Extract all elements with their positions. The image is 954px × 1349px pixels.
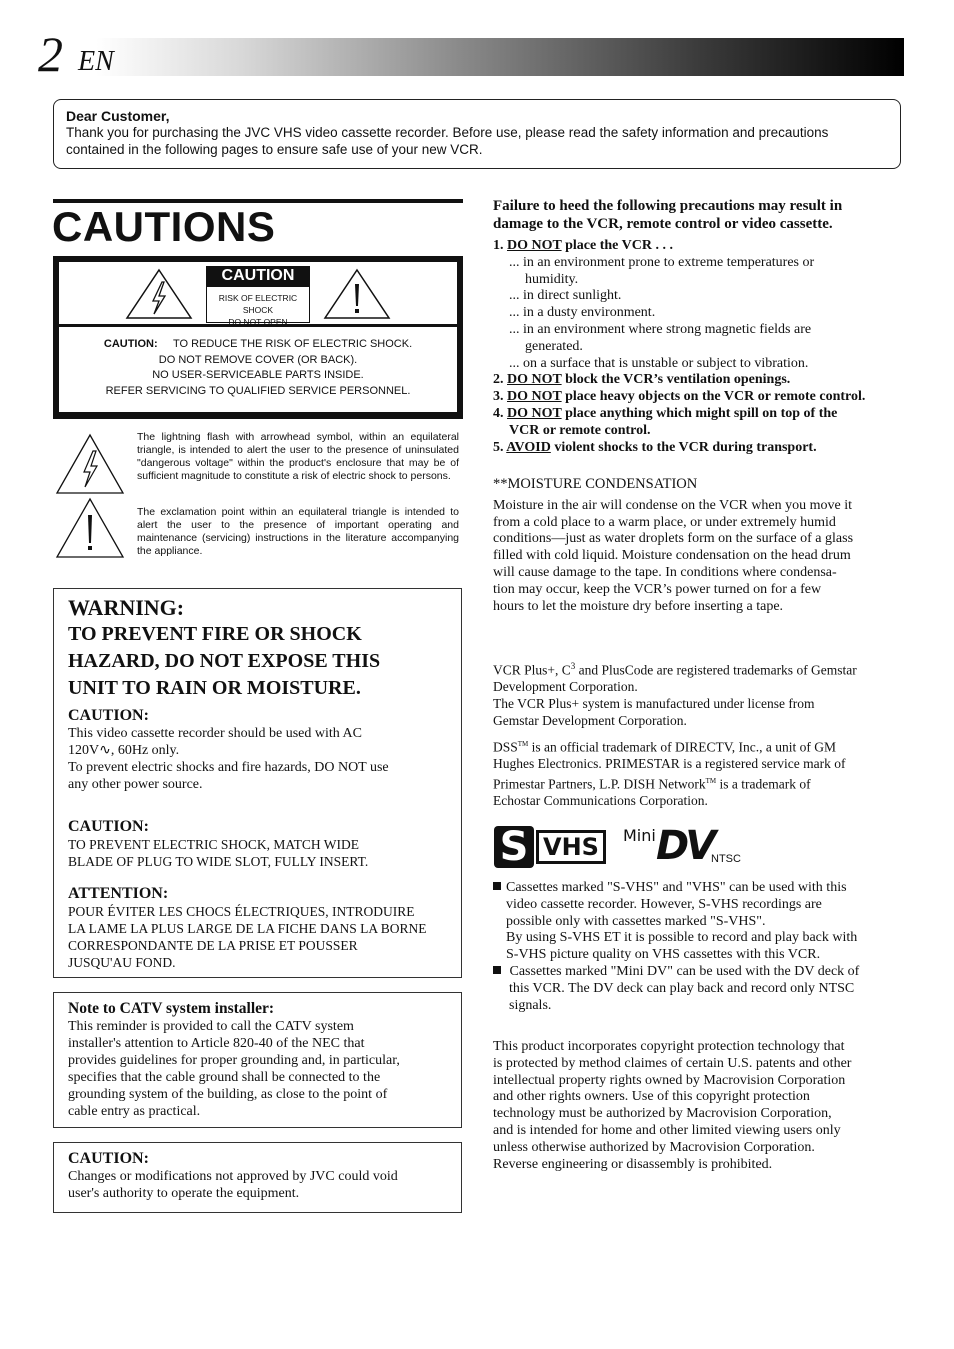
warning-subtitle: TO PREVENT FIRE OR SHOCK HAZARD, DO NOT EXPOSE THIS UNIT TO RAIN OR MOISTURE. [68, 623, 381, 699]
copyright-notice: This product incorporates copyright protection technology that is protected by method claimes of certain U.S. patents and other intellectual property rights owned by Macrovision Corporation and other rights owners. Use of this copyright protection technology must be authorized by Macrovision Corporation, and is intended for home and other limited viewing users only unless otherwise authorized by Macrovision Corporation. Reverse engineering or disassembly is prohibited. [493, 1039, 852, 1172]
caution-label [53, 256, 463, 419]
caution-heading: CAUTION: [68, 818, 149, 835]
customer-message: Thank you for purchasing the JVC VHS video cassette recorder. Before use, please read the safety information and precautions contained in the following pages to ensure safe use of your new VCR. [66, 125, 829, 157]
moisture-heading: **MOISTURE CONDENSATION [493, 476, 698, 492]
modification-caution-text: Changes or modifications not approved by JVC could void user's authority to operate the equipment. [68, 1169, 398, 1201]
exclamation-triangle-icon [55, 497, 125, 559]
attention-text: POUR ÉVITER LES CHOCS ÉLECTRIQUES, INTRODUIRE LA LAME LA PLUS LARGE DE LA FICHE DANS LA BORNE CORRESPONDANTE DE LA PRISE ET POUSSER JUSQU'AU FOND. [68, 904, 427, 970]
list-item: Cassettes marked "Mini DV" can be used with the DV deck of [493, 964, 905, 981]
lightning-triangle-icon [125, 268, 193, 320]
bullet-icon [493, 966, 501, 974]
moisture-text: Moisture in the air will condense on the VCR when you move it from a cold place to a warm place, or under extremely humid conditions—just as water droplets form on the surface of a glass filled with cold liquid. Moisture condensation on the head drum will cause damage to the tape. In conditions where condensa- tion may occur, keep the VCR’s power turned on for a few hours to let the moisture dry before inserting a tape. [493, 497, 854, 614]
language-code: EN [78, 46, 114, 77]
list-item: Cassettes marked "S-VHS" and "VHS" can be used with this [493, 880, 905, 897]
precaution-item-2: 2. DO NOT block the VCR’s ventilation openings. [493, 372, 791, 388]
power-caution-text: This video cassette recorder should be used with AC 120V∿, 60Hz only. To prevent electric shocks and fire hazards, DO NOT use any other power source. [68, 726, 389, 792]
svhs-logo: S VHS [494, 826, 608, 868]
exclamation-symbol-explanation: The exclamation point within an equilateral triangle is intended to alert the user to the presence of important operating and maintenance (servicing) instructions in the literature accompanying the appliance. [137, 506, 459, 557]
header-gradient-bar [96, 38, 904, 76]
moisture-section [493, 476, 905, 615]
warning-title: WARNING: [68, 595, 185, 620]
page-number: 2 [38, 26, 63, 82]
ntsc-label: NTSC [711, 853, 741, 865]
lightning-triangle-icon [55, 433, 125, 495]
vcrplus-trademark: VCR Plus+, $C^3$ and PlusCode are registered trademarks of Gemstar Development Corporation. The VCR Plus+ system is manufactured under license from Gemstar Development Corporation. [493, 661, 857, 728]
plug-caution-text: TO PREVENT ELECTRIC SHOCK, MATCH WIDE BLADE OF PLUG TO WIDE SLOT, FULLY INSERT. [68, 837, 369, 869]
precaution-item-1: 1. DO NOT place the VCR . . . [493, 238, 673, 253]
precaution-item-5: 5. AVOID violent shocks to the VCR during transport. [493, 439, 817, 455]
attention-heading: ATTENTION: [68, 885, 169, 902]
modification-caution-box [53, 1142, 462, 1213]
customer-notice-box [53, 99, 901, 169]
precautions-section: Failure to heed the following precautions may result in damage to the VCR, remote control or video cassette. 1. DO NOT place the VCR . . . ... in an environment prone to extreme temperatures or humidity. ... in direct sunlight. ... in a dusty environment. ... in an environment where strong magnetic fields are generated. ... on a surface that is unstable or subject to vibration. 2. DO NOT block the VCR’s ventilation openings. 3. DO NOT place heavy objects on the VCR or remote control. 4. DO NOT place anything which might spill on top of the VCR or remote control. 5. AVOID violent shocks to the VCR during transport. [493, 197, 905, 456]
bullet-icon [493, 882, 501, 890]
caution-word: CAUTION: [103, 338, 158, 350]
mini-text: Mini [623, 826, 656, 845]
precaution-item-4: 4. DO NOT place anything which might spill on top of the [493, 405, 838, 421]
dv-logo: DV [656, 823, 713, 869]
dss-trademark: DSS™ is an official trademark of DIRECTV, Inc., a unit of GM Hughes Electronics. PRIMESTAR is a registered service mark of Primestar Partners, L.P. DISH Network™ is a trademark of Echostar Communications Corporation. [493, 739, 846, 809]
precaution-item-3: 3. DO NOT place heavy objects on the VCR or remote control. [493, 389, 866, 405]
caution-tag: CAUTION [206, 266, 310, 286]
catv-note-box [53, 992, 462, 1128]
exclamation-triangle-icon [323, 268, 391, 320]
customer-greeting: Dear Customer, [66, 108, 170, 124]
page-title: CAUTIONS [52, 203, 276, 250]
caution-label-top [59, 262, 457, 327]
caution-heading: CAUTION: [68, 707, 149, 724]
lightning-symbol-explanation: The lightning flash with arrowhead symbol, within an equilateral triangle, is intended to alert the user to the presence of uninsulated "dangerous voltage" within the product's enclosure that may be of sufficient magnitude to constitute a risk of electric shock to persons. [137, 431, 459, 482]
risk-of-shock-text: RISK OF ELECTRIC SHOCK DO NOT OPEN [206, 286, 310, 323]
cassette-notes: Cassettes marked "S-VHS" and "VHS" can be used with this video cassette recorder. However, S-VHS recordings are possible only with cassettes marked "S-VHS". By using S-VHS ET it is possible to record and play back with S-VHS picture quality on VHS cassettes with this VCR. Cassettes marked "Mini DV" can be used with the DV deck of this VCR. The DV deck can play back and record only NTSC signals. [493, 880, 905, 1014]
precautions-heading: Failure to heed the following precautions may result in damage to the VCR, remote control or video cassette. [493, 198, 843, 232]
catv-text: This reminder is provided to call the CATV system installer's attention to Article 820-40 of the NEC that provides guidelines for proper grounding and, in particular, specifies that the cable ground shall be connected to the grounding system of the building, as close to the point of cable entry as practical. [68, 1019, 400, 1119]
warning-box [53, 588, 462, 978]
caution-label-text: CAUTION: TO REDUCE THE RISK OF ELECTRIC SHOCK. DO NOT REMOVE COVER (OR BACK). NO USER-SERVICEABLE PARTS INSIDE. REFER SERVICING TO QUALIFIED SERVICE PERSONNEL. [59, 327, 457, 412]
catv-heading: Note to CATV system installer: [68, 1000, 275, 1017]
caution-heading: CAUTION: [68, 1150, 149, 1167]
